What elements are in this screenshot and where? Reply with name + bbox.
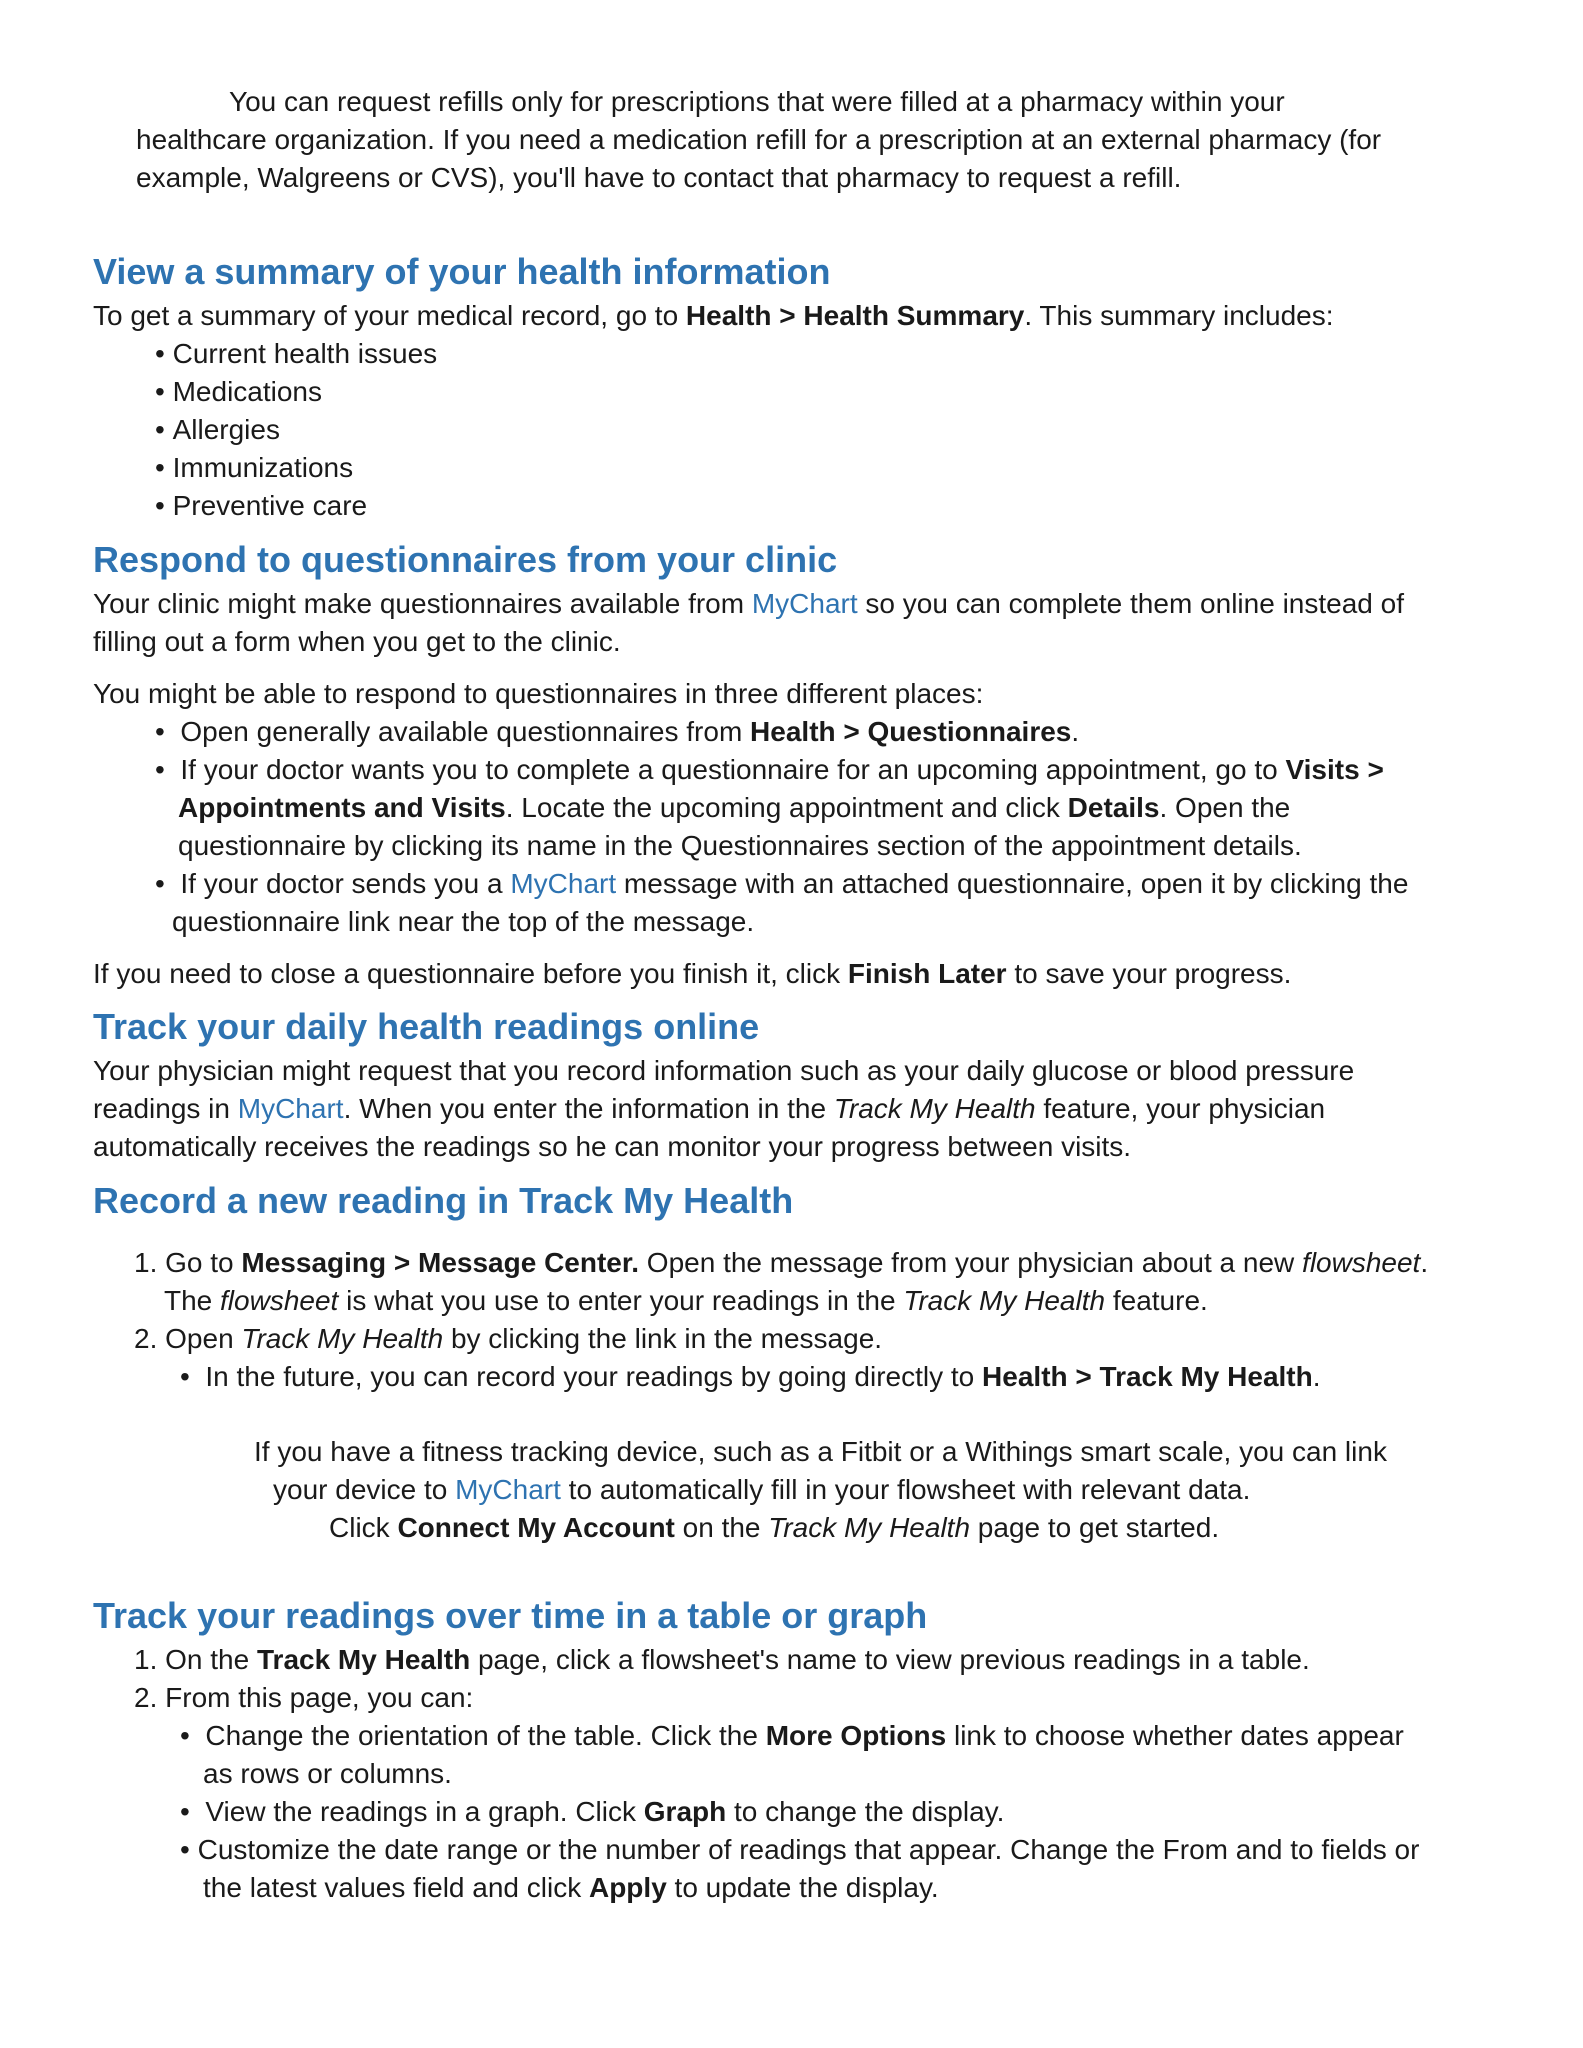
text: .	[1071, 716, 1080, 747]
mychart-link[interactable]: MyChart	[751, 588, 858, 619]
list-item: • Current health issues	[155, 335, 437, 373]
text: Go to	[165, 1247, 242, 1278]
visits-path: Visits >	[1285, 754, 1384, 785]
text: Open	[165, 1323, 242, 1354]
health-summary-path: Health > Health Summary	[685, 300, 1025, 331]
health-questionnaires-path: Health > Questionnaires	[750, 716, 1072, 747]
mychart-link[interactable]: MyChart	[237, 1093, 344, 1124]
text: Open the message from your physician about a new	[639, 1247, 1303, 1278]
text: page, click a flowsheet's name to view previous readings in a table.	[470, 1644, 1310, 1675]
questionnaires-p1-line-2: filling out a form when you get to the clinic.	[93, 626, 621, 657]
questionnaires-bullet-1	[155, 713, 1079, 751]
text: your device to	[273, 1474, 456, 1505]
text: so you can complete them online instead of	[857, 588, 1404, 619]
questionnaires-p1-line-1	[93, 585, 1404, 623]
fitness-note-line-3	[329, 1509, 1219, 1547]
text: The	[164, 1285, 221, 1316]
finish-later-label: Finish Later	[847, 958, 1007, 989]
summary-intro-text: To get a summary of your medical record, go to	[93, 300, 686, 331]
record-step-1-line-2	[164, 1282, 1208, 1320]
text: . Open the	[1159, 792, 1291, 823]
questionnaires-bullet-3	[155, 865, 1408, 903]
overtime-step-1	[134, 1641, 1310, 1679]
text: Your clinic might make questionnaires available from	[93, 588, 752, 619]
track-p-line-3: automatically receives the readings so he can monitor your progress between visits.	[93, 1131, 1132, 1162]
apply-label: Apply	[588, 1872, 667, 1903]
record-step-1	[134, 1244, 1428, 1282]
mychart-link[interactable]: MyChart	[510, 868, 617, 899]
track-heading: Track your daily health readings online	[93, 1006, 760, 1047]
details-label: Details	[1067, 792, 1160, 823]
overtime-step-2	[134, 1679, 473, 1717]
text: Change the orientation of the table. Click the	[205, 1720, 766, 1751]
text: If your doctor wants you to complete a questionnaire for an upcoming appointment, go to	[180, 754, 1286, 785]
list-item: • Immunizations	[155, 449, 353, 487]
track-my-health-label: Track My Health	[768, 1512, 971, 1543]
text: From this page, you can:	[165, 1682, 474, 1713]
record-step-2-bullet	[180, 1358, 1321, 1396]
fitness-note-line-1: If you have a fitness tracking device, such as a Fitbit or a Withings smart scale, you can link	[254, 1436, 1387, 1467]
text: . Locate the upcoming appointment and click	[505, 792, 1068, 823]
text: On the	[165, 1644, 257, 1675]
text: In the future, you can record your readings by going directly to	[205, 1361, 983, 1392]
summary-heading: View a summary of your health information	[93, 251, 831, 292]
overtime-heading: Track your readings over time in a table or graph	[93, 1595, 928, 1636]
refill-note-line-2: healthcare organization. If you need a medication refill for a prescription at an external pharmacy (for	[136, 124, 1382, 155]
track-my-health-label: Track My Health	[903, 1285, 1106, 1316]
questionnaires-p3	[93, 955, 1291, 993]
flowsheet-term: flowsheet	[220, 1285, 339, 1316]
text: . When you enter the information in the	[343, 1093, 834, 1124]
questionnaires-bullet-3-line-2: questionnaire link near the top of the message.	[172, 906, 755, 937]
summary-intro	[93, 297, 1334, 335]
refill-note-line-3: example, Walgreens or CVS), you'll have to contact that pharmacy to request a refill.	[136, 162, 1182, 193]
text: to save your progress.	[1006, 958, 1292, 989]
track-my-health-label: Track My Health	[241, 1323, 444, 1354]
step-number: 1.	[134, 1644, 158, 1675]
text: View the readings in a graph. Click	[205, 1796, 644, 1827]
list-item: • Medications	[155, 373, 322, 411]
text: If your doctor sends you a	[180, 868, 511, 899]
overtime-bullet-1-line-2: as rows or columns.	[203, 1758, 452, 1789]
mychart-link[interactable]: MyChart	[455, 1474, 561, 1505]
text: message with an attached questionnaire, open it by clicking the	[616, 868, 1409, 899]
text: page to get started.	[970, 1512, 1220, 1543]
step-number: 2.	[134, 1682, 158, 1713]
text: link to choose whether dates appear	[946, 1720, 1404, 1751]
text: on the	[674, 1512, 769, 1543]
record-step-2	[134, 1320, 882, 1358]
track-my-health-path: Health > Track My Health	[982, 1361, 1313, 1392]
step-number: 2.	[134, 1323, 158, 1354]
overtime-bullet-1	[180, 1717, 1404, 1755]
text: Open generally available questionnaires from	[180, 716, 751, 747]
text: to change the display.	[726, 1796, 1005, 1827]
overtime-bullet-2	[180, 1793, 1004, 1831]
list-item: • Allergies	[155, 411, 280, 449]
text: readings in	[93, 1093, 238, 1124]
connect-my-account-label: Connect My Account	[397, 1512, 675, 1543]
summary-intro-end: . This summary includes:	[1024, 300, 1334, 331]
questionnaires-heading: Respond to questionnaires from your clinic	[93, 539, 838, 580]
text: .	[1312, 1361, 1321, 1392]
text: to automatically fill in your flowsheet with relevant data.	[560, 1474, 1251, 1505]
refill-note-line-1: You can request refills only for prescriptions that were filled at a pharmacy within your	[229, 86, 1285, 117]
track-my-health-label: Track My Health	[256, 1644, 471, 1675]
text: If you need to close a questionnaire before you finish it, click	[93, 958, 848, 989]
text: the latest values field and click	[203, 1872, 589, 1903]
track-p-line-1: Your physician might request that you record information such as your daily glucose or blood pressure	[93, 1055, 1355, 1086]
message-center-path: Messaging > Message Center.	[241, 1247, 640, 1278]
questionnaires-bullet-2	[155, 751, 1384, 789]
more-options-label: More Options	[765, 1720, 947, 1751]
fitness-note-line-2	[273, 1471, 1250, 1509]
overtime-bullet-3-line-2	[203, 1869, 939, 1907]
text: feature, your physician	[1035, 1093, 1326, 1124]
questionnaires-bullet-2-line-2	[178, 789, 1290, 827]
text: is what you use to enter your readings in the	[338, 1285, 904, 1316]
appointments-visits-path: Appointments and Visits	[178, 792, 506, 823]
track-p-line-2	[93, 1090, 1325, 1128]
track-my-health-label: Track My Health	[833, 1093, 1036, 1124]
text: .	[1420, 1247, 1429, 1278]
questionnaires-bullet-2-line-3: questionnaire by clicking its name in the Questionnaires section of the appointment details.	[178, 830, 1302, 861]
flowsheet-term: flowsheet	[1302, 1247, 1421, 1278]
text: to update the display.	[666, 1872, 939, 1903]
questionnaires-p2: You might be able to respond to questionnaires in three different places:	[93, 678, 984, 709]
text: by clicking the link in the message.	[443, 1323, 883, 1354]
text: feature.	[1105, 1285, 1208, 1316]
graph-label: Graph	[643, 1796, 727, 1827]
list-item: • Preventive care	[155, 487, 367, 525]
record-heading: Record a new reading in Track My Health	[93, 1180, 794, 1221]
step-number: 1.	[134, 1247, 158, 1278]
overtime-bullet-3: • Customize the date range or the number of readings that appear. Change the From and to fields or	[180, 1831, 1419, 1869]
text: Click	[329, 1512, 398, 1543]
